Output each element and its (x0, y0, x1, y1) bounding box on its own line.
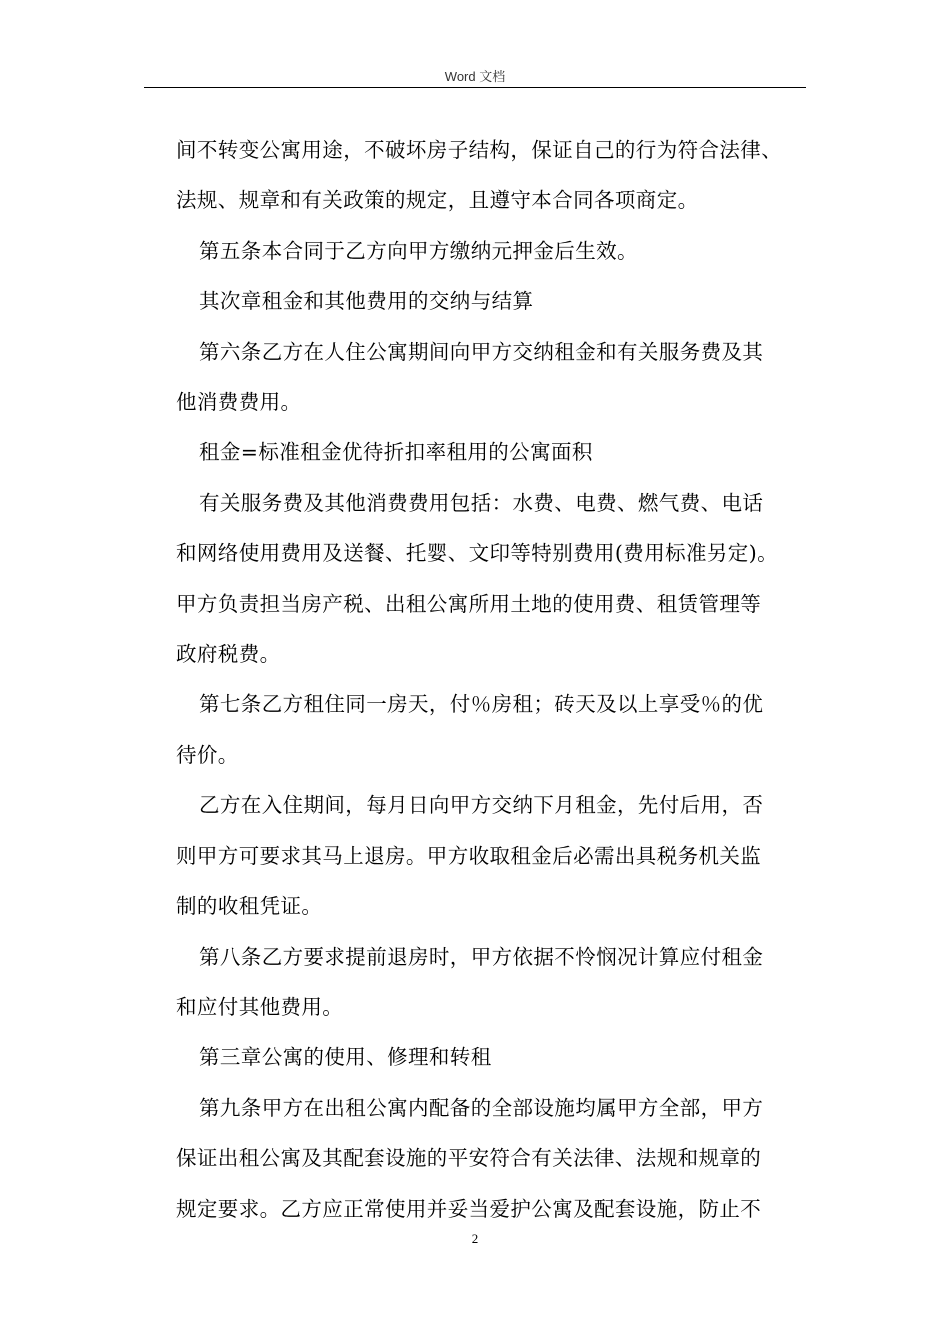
text-line: 第八条乙方要求提前退房时，甲方依据不怜悯况计算应付租金 (199, 944, 764, 969)
text-line: 第六条乙方在人住公寓期间向甲方交纳租金和有关服务费及其 (199, 339, 764, 364)
text-line: 有关服务费及其他消费费用包括：水费、电费、燃气费、电话 (199, 490, 764, 515)
text-line: 和应付其他费用。 (176, 994, 344, 1019)
text-line: 他消费费用。 (176, 390, 302, 415)
text-line: 保证出租公寓及其配套设施的平安符合有关法律、法规和规章的 (176, 1146, 762, 1171)
text-line: 政府税费。 (176, 642, 281, 667)
text-line: 甲方负责担当房产税、出租公寓所用土地的使用费、租赁管理等 (176, 591, 762, 616)
text-line: 间不转变公寓用途，不破坏房子结构，保证自己的行为符合法律、 (176, 138, 783, 162)
header-divider (144, 87, 806, 88)
text-line: 租金=标准租金优待折扣率租用的公寓面积 (199, 440, 593, 465)
text-line: 则甲方可要求其马上退房。甲方收取租金后必需出具税务机关监 (176, 843, 762, 868)
text-line: 第九条甲方在出租公寓内配备的全部设施均属甲方全部，甲方 (199, 1095, 764, 1120)
section-heading: 第三章公寓的使用、修理和转租 (199, 1045, 492, 1070)
page-header-title: Word 文档 (444, 69, 506, 84)
text-line: 制的收租凭证。 (176, 894, 323, 919)
section-heading: 其次章租金和其他费用的交纳与结算 (199, 289, 534, 314)
text-line: 第五条本合同于乙方向甲方缴纳元押金后生效。 (199, 238, 638, 263)
text-line: 乙方在入住期间，每月日向甲方交纳下月租金，先付后用，否 (199, 793, 764, 818)
text-line: 法规、规章和有关政策的规定，且遵守本合同各项商定。 (176, 188, 699, 213)
document-body (176, 125, 806, 1234)
text-line: 和网络使用费用及送餐、托婴、文印等特别费用(费用标准另定)。 (176, 541, 778, 566)
text-line: 规定要求。乙方应正常使用并妥当爱护公寓及配套设施，防止不 (176, 1196, 762, 1221)
page-number: 2 (471, 1231, 479, 1246)
text-line: 第七条乙方租住同一房天，付％房租；砖天及以上享受％的优 (199, 692, 764, 717)
text-line: 待价。 (176, 742, 239, 767)
